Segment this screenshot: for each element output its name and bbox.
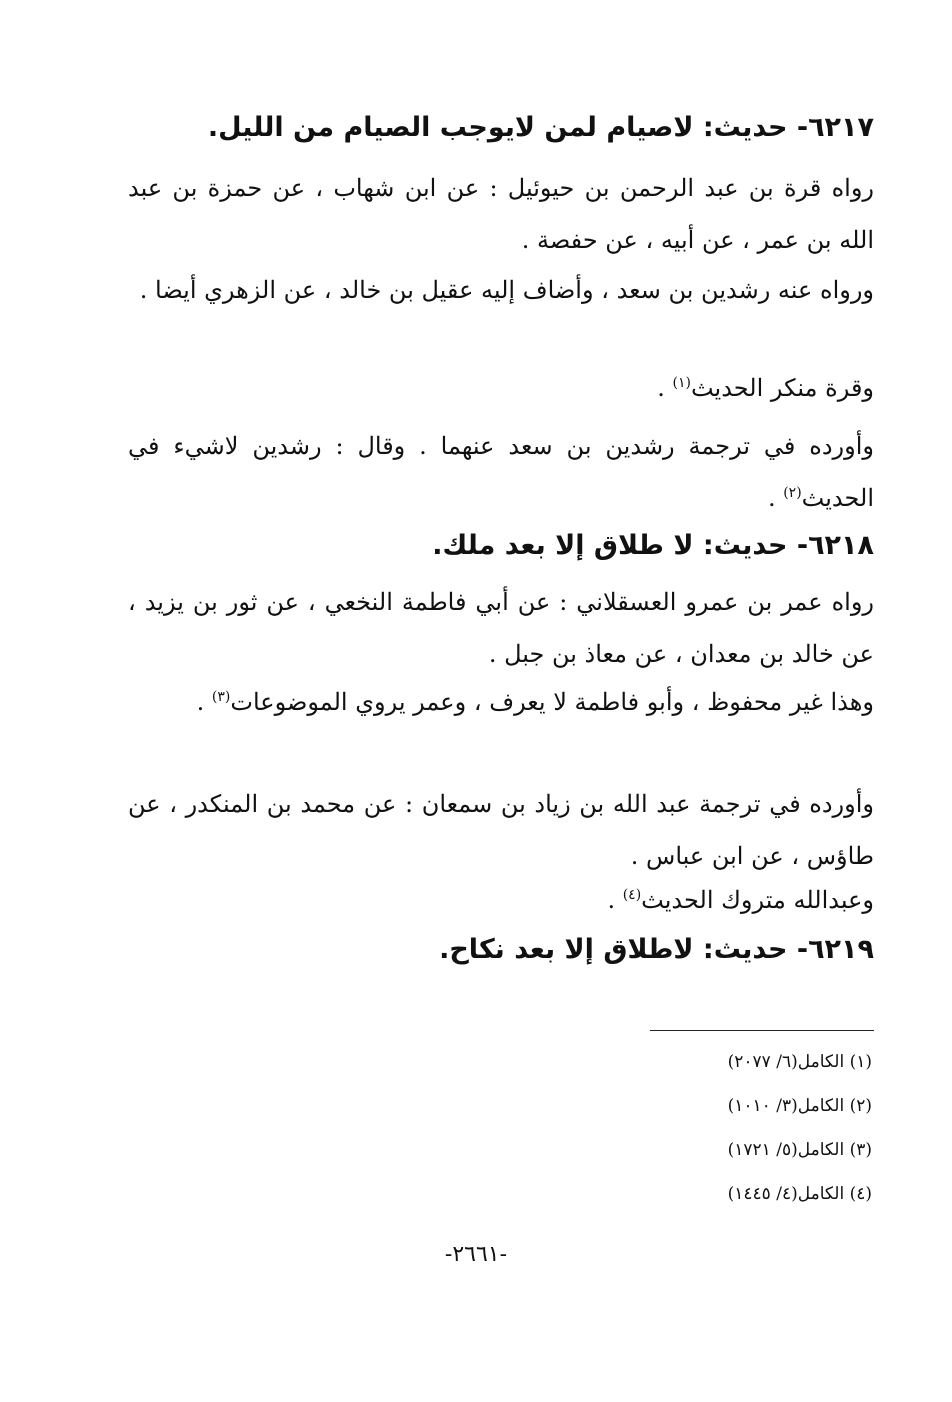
period: . (607, 886, 623, 914)
entry-6218-paragraph-3: وأورده في ترجمة عبد الله بن زياد بن سمعان : عن محمد بن المنكدر ، عن طاؤس ، عن ابن عباس . (128, 790, 874, 870)
paragraph-text: وهذا غير محفوظ ، وأبو فاطمة لا يعرف ، وعمر يروي الموضوعات (230, 688, 874, 716)
footnote-marker-4: (٤) (622, 887, 642, 903)
period: . (657, 374, 673, 402)
footnote-1: (١) الكامل(٦/ ٢٠٧٧) (727, 1052, 872, 1072)
period: . (767, 484, 784, 512)
footnote-2: (٢) الكامل(٣/ ١٠١٠) (727, 1096, 872, 1116)
footnote-3: (٣) الكامل(٥/ ١٧٢١) (727, 1140, 872, 1160)
entry-6217-paragraph-4 (128, 420, 874, 524)
entry-heading-6217: ٦٢١٧- حديث: لاصيام لمن لايوجب الصيام من الليل. (207, 112, 874, 143)
paragraph-text: وعبدالله متروك الحديث (641, 886, 874, 914)
entry-6217-paragraph-1: رواه قرة بن عبد الرحمن بن حيوئيل : عن ابن شهاب ، عن حمزة بن عبد الله بن عمر ، عن أبيه ، عن حفصة . (128, 174, 874, 254)
footnote-marker-1: (١) (672, 375, 691, 391)
period: . (196, 688, 212, 716)
footnote-marker-2: (٢) (783, 485, 802, 501)
entry-6217-paragraph-3 (128, 362, 874, 414)
page-number: -٢٦٦١- (444, 1242, 508, 1267)
entry-heading-6218: ٦٢١٨- حديث: لا طلاق إلا بعد ملك. (432, 530, 874, 561)
paragraph-text: وقرة منكر الحديث (690, 374, 874, 402)
footnote-marker-3: (٣) (211, 689, 231, 705)
entry-6218-paragraph-1: رواه عمر بن عمرو العسقلاني : عن أبي فاطمة النخعي ، عن ثور بن يزيد ، عن خالد بن معدان ، عن معاذ بن جبل . (128, 588, 874, 668)
entry-heading-6219: ٦٢١٩- حديث: لاطلاق إلا بعد نكاح. (439, 934, 874, 965)
entry-6217-paragraph-2: ورواه عنه رشدين بن سعد ، وأضاف إليه عقيل بن خالد ، عن الزهري أيضا . (139, 276, 874, 304)
paragraph-text: وأورده في ترجمة رشدين بن سعد عنهما . وقال : رشدين لاشيء في الحديث (128, 432, 874, 512)
entry-6218-paragraph-2 (128, 676, 874, 728)
entry-6218-paragraph-4 (128, 874, 874, 926)
footnote-4: (٤) الكامل(٤/ ١٤٤٥) (727, 1184, 872, 1204)
footnote-separator (650, 1030, 874, 1031)
